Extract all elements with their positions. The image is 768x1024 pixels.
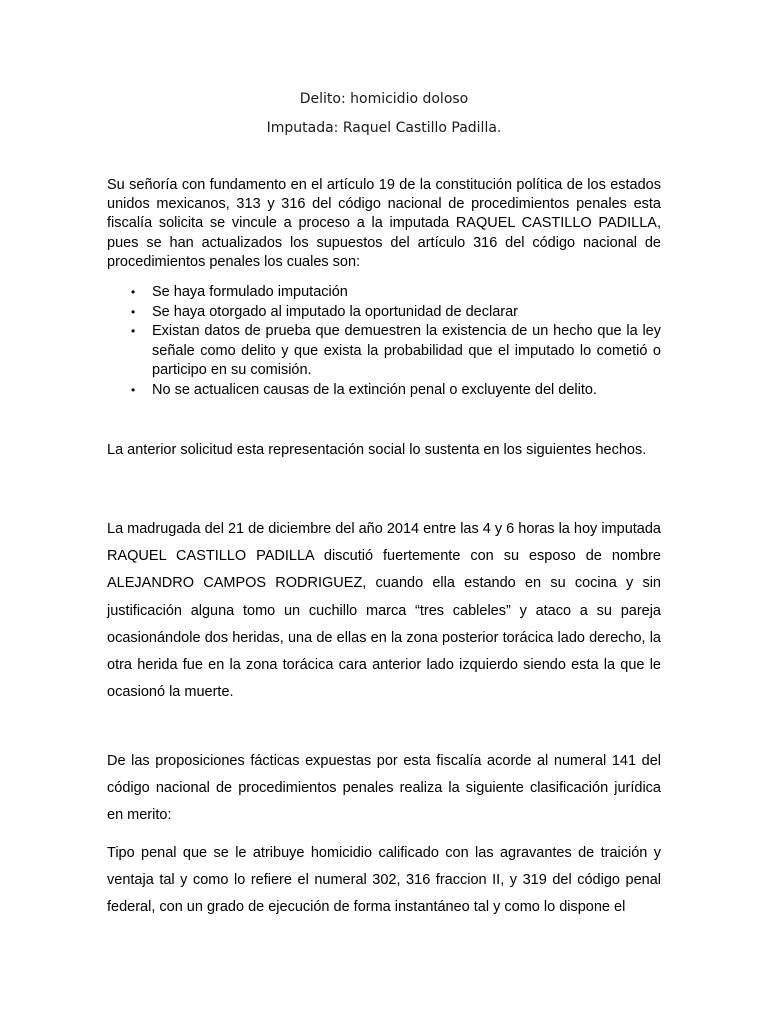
document-subtitle: Imputada: Raquel Castillo Padilla. [266, 120, 502, 136]
intro-paragraph: Su señoría con fundamento en el artículo 19 de la constitución política de los estados unidos mexicanos, 313 y 316 del código nacional de procedimientos penales esta fiscalía solicita se vincule a proceso a la imputada RAQUEL CASTILLO PADILLA, pues se han actualizados los supuestos del artículo 316 del código nacional de procedimientos penales los cuales son: [107, 177, 661, 270]
basis-paragraph: La anterior solicitud esta representación social lo sustenta en los siguientes hechos. [107, 442, 647, 458]
requirements-list [107, 283, 661, 400]
list-item [107, 283, 661, 303]
penal-type-paragraph: Tipo penal que se le atribuye homicidio calificado con las agravantes de traición y ventaja tal y como lo refiere el numeral 302, 316 fraccion II, y 319 del código penal federal, con un grado de ejecución de forma instantáneo tal y como lo dispone el [107, 845, 661, 916]
classification-paragraph: De las proposiciones fácticas expuestas por esta fiscalía acorde al numeral 141 del código nacional de procedimientos penales realiza la siguiente clasificación jurídica en merito: [107, 753, 661, 824]
list-item [107, 381, 661, 401]
bullet-icon: • [131, 285, 136, 299]
document-title: Delito: homicidio doloso [299, 91, 469, 107]
bullet-icon: • [131, 324, 136, 338]
list-item [107, 303, 661, 323]
bullet-icon: • [131, 382, 136, 397]
bullet-icon: • [131, 304, 136, 319]
list-item-text: Existan datos de prueba que demuestren la existencia de un hecho que la ley señale como delito y que exista la probabilidad que el imputado lo cometió o participo en su comisión. [152, 323, 661, 378]
list-item-text: Se haya otorgado al imputado la oportunidad de declarar [152, 303, 518, 320]
list-item [107, 322, 661, 381]
list-item-text: No se actualicen causas de la extinción penal o excluyente del delito. [152, 381, 597, 398]
facts-paragraph: La madrugada del 21 de diciembre del año 2014 entre las 4 y 6 horas la hoy imputada RAQUEL CASTILLO PADILLA discutió fuertemente con su esposo de nombre ALEJANDRO CAMPOS RODRIGUEZ, cuando ella estando en su cocina y sin justificación alguna tomo un cuchillo marca “tres cableles” y ataco a su pareja ocasionándole dos heridas, una de ellas en la zona posterior torácica lado derecho, la otra herida fue en la zona torácica cara anterior lado izquierdo siendo esta la que le ocasionó la muerte. [107, 521, 661, 701]
list-item-text: Se haya formulado imputación [152, 284, 348, 300]
